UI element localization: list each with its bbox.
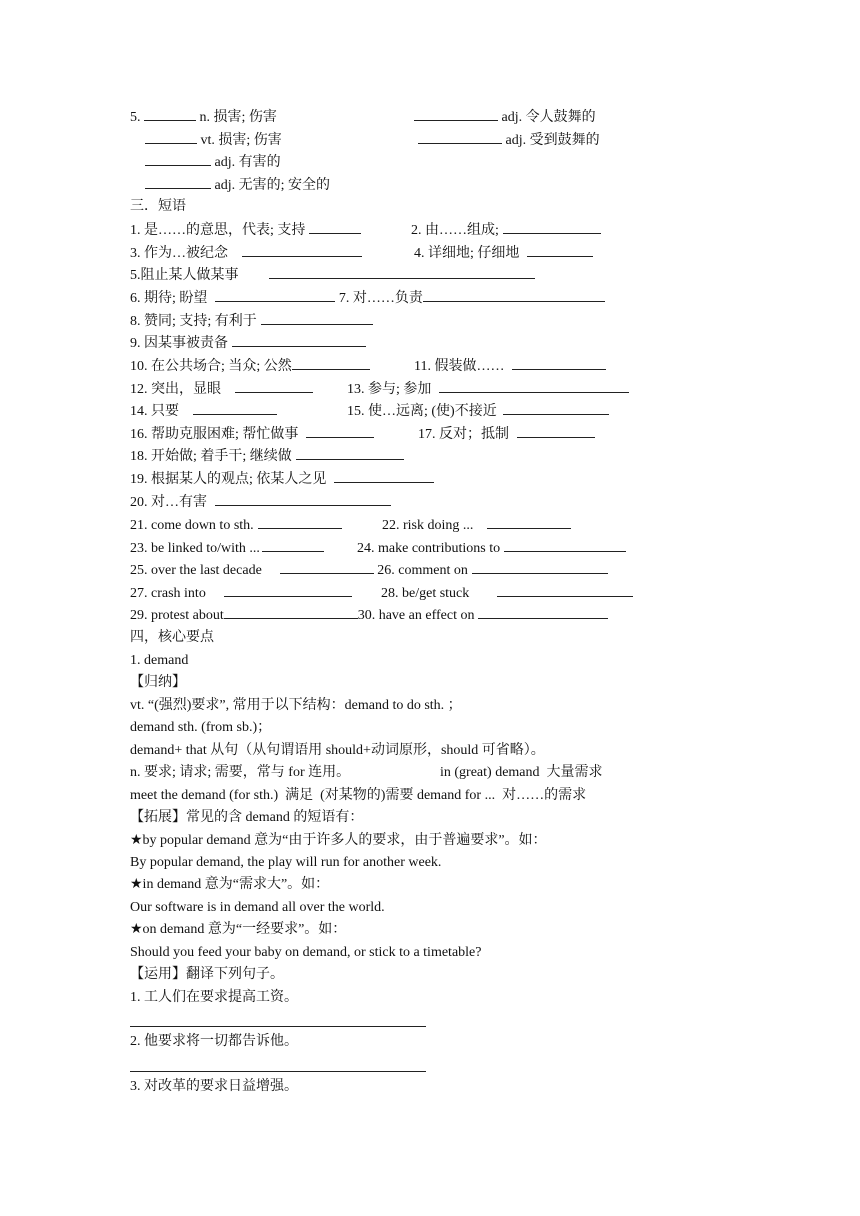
example-1: By popular demand, the play will run for another week. (130, 855, 442, 870)
practice-q3: 3. 对改革的要求日益增强。 (130, 1079, 298, 1094)
section-heading-phrases: 三．短语 (130, 199, 186, 214)
core-line-4b: in (great) demand 大量需求 (440, 765, 603, 780)
phrase-4: 4. 详细地; 仔细地 (414, 244, 593, 263)
phrase-13: 13. 参与; 参加 (347, 380, 629, 399)
core-line-5: meet the demand (for sth.) 满足 (对某物的)需要 demand for ... 对……的需求 (130, 788, 587, 803)
phrase-14: 14. 只要 (130, 402, 277, 421)
phrase-11: 11. 假装做…… (414, 357, 606, 376)
phrase-27: 27. crash into (130, 584, 352, 603)
vocab-row-5b: vt. 损害; 伤害 (145, 131, 282, 150)
example-2: Our software is in demand all over the world. (130, 900, 385, 915)
phrase-5: 5.阻止某人做某事 (130, 266, 535, 285)
extension-line: 【拓展】常见的含 demand 的短语有： (130, 810, 364, 825)
phrase-21: 21. come down to sth. (130, 516, 342, 535)
practice-heading: 【运用】翻译下列句子。 (130, 967, 284, 982)
vocab-row-5d: adj. 无害的; 安全的 (145, 176, 330, 195)
phrase-25: 25. over the last decade 26. comment on (130, 561, 608, 580)
vocab-row-5b-right: adj. 受到鼓舞的 (418, 131, 600, 150)
phrase-3: 3. 作为…被纪念 (130, 244, 362, 263)
phrase-12: 12. 突出，显眼 (130, 380, 313, 399)
phrase-19: 19. 根据某人的观点; 依某人之见 (130, 470, 434, 489)
phrase-6: 6. 期待; 盼望 7. 对……负责 (130, 289, 605, 308)
summary-tag: 【归纳】 (130, 675, 186, 690)
phrase-17: 17. 反对；抵制 (418, 425, 595, 444)
core-line-8: ★on demand 意为“一经要求”。如： (130, 922, 347, 937)
phrase-29: 29. protest about 30. have an effect on (130, 606, 608, 625)
core-line-3: demand+ that 从句（从句谓语用 should+动词原形，should 可省略）。 (130, 743, 545, 758)
core-line-2: demand sth. (from sb.)； (130, 720, 272, 735)
phrase-2: 2. 由……组成; (411, 221, 601, 240)
phrase-15: 15. 使…远离; (使)不接近 (347, 402, 609, 421)
core-line-6: ★by popular demand 意为“由于许多人的要求，由于普遍要求”。如： (130, 833, 547, 848)
core-line-1: vt. “(强烈)要求”, 常用于以下结构：demand to do sth. ； (130, 698, 462, 713)
core-line-7: ★in demand 意为“需求大”。如： (130, 877, 330, 892)
vocab-row-5a: 5. n. 损害; 伤害 (130, 110, 277, 125)
phrase-1: 1. 是……的意思，代表; 支持 (130, 221, 361, 240)
answer-line-1[interactable] (130, 1026, 426, 1027)
phrase-9: 9. 因某事被责备 (130, 334, 366, 353)
core-word-title: 1. demand (130, 653, 189, 668)
phrase-23: 23. be linked to/with ... (130, 539, 324, 558)
phrase-24: 24. make contributions to (357, 539, 626, 558)
core-line-4: n. 要求; 请求; 需要，常与 for 连用。 (130, 765, 351, 780)
phrase-18: 18. 开始做; 着手干; 继续做 (130, 447, 404, 466)
practice-q1: 1. 工人们在要求提高工资。 (130, 990, 298, 1005)
phrase-10: 10. 在公共场合; 当众; 公然 (130, 357, 370, 376)
phrase-20: 20. 对…有害 (130, 493, 391, 512)
phrase-22: 22. risk doing ... (382, 516, 571, 535)
phrase-16: 16. 帮助克服困难; 帮忙做事 (130, 425, 374, 444)
phrase-28: 28. be/get stuck (381, 584, 633, 603)
phrase-8: 8. 赞同; 支持; 有利于 (130, 312, 373, 331)
answer-line-2[interactable] (130, 1071, 426, 1072)
section-heading-core: 四，核心要点 (130, 630, 214, 645)
practice-q2: 2. 他要求将一切都告诉他。 (130, 1034, 298, 1049)
vocab-row-5c: adj. 有害的 (145, 153, 281, 172)
example-3: Should you feed your baby on demand, or stick to a timetable? (130, 945, 482, 960)
vocab-row-5a-right: adj. 令人鼓舞的 (414, 108, 596, 127)
